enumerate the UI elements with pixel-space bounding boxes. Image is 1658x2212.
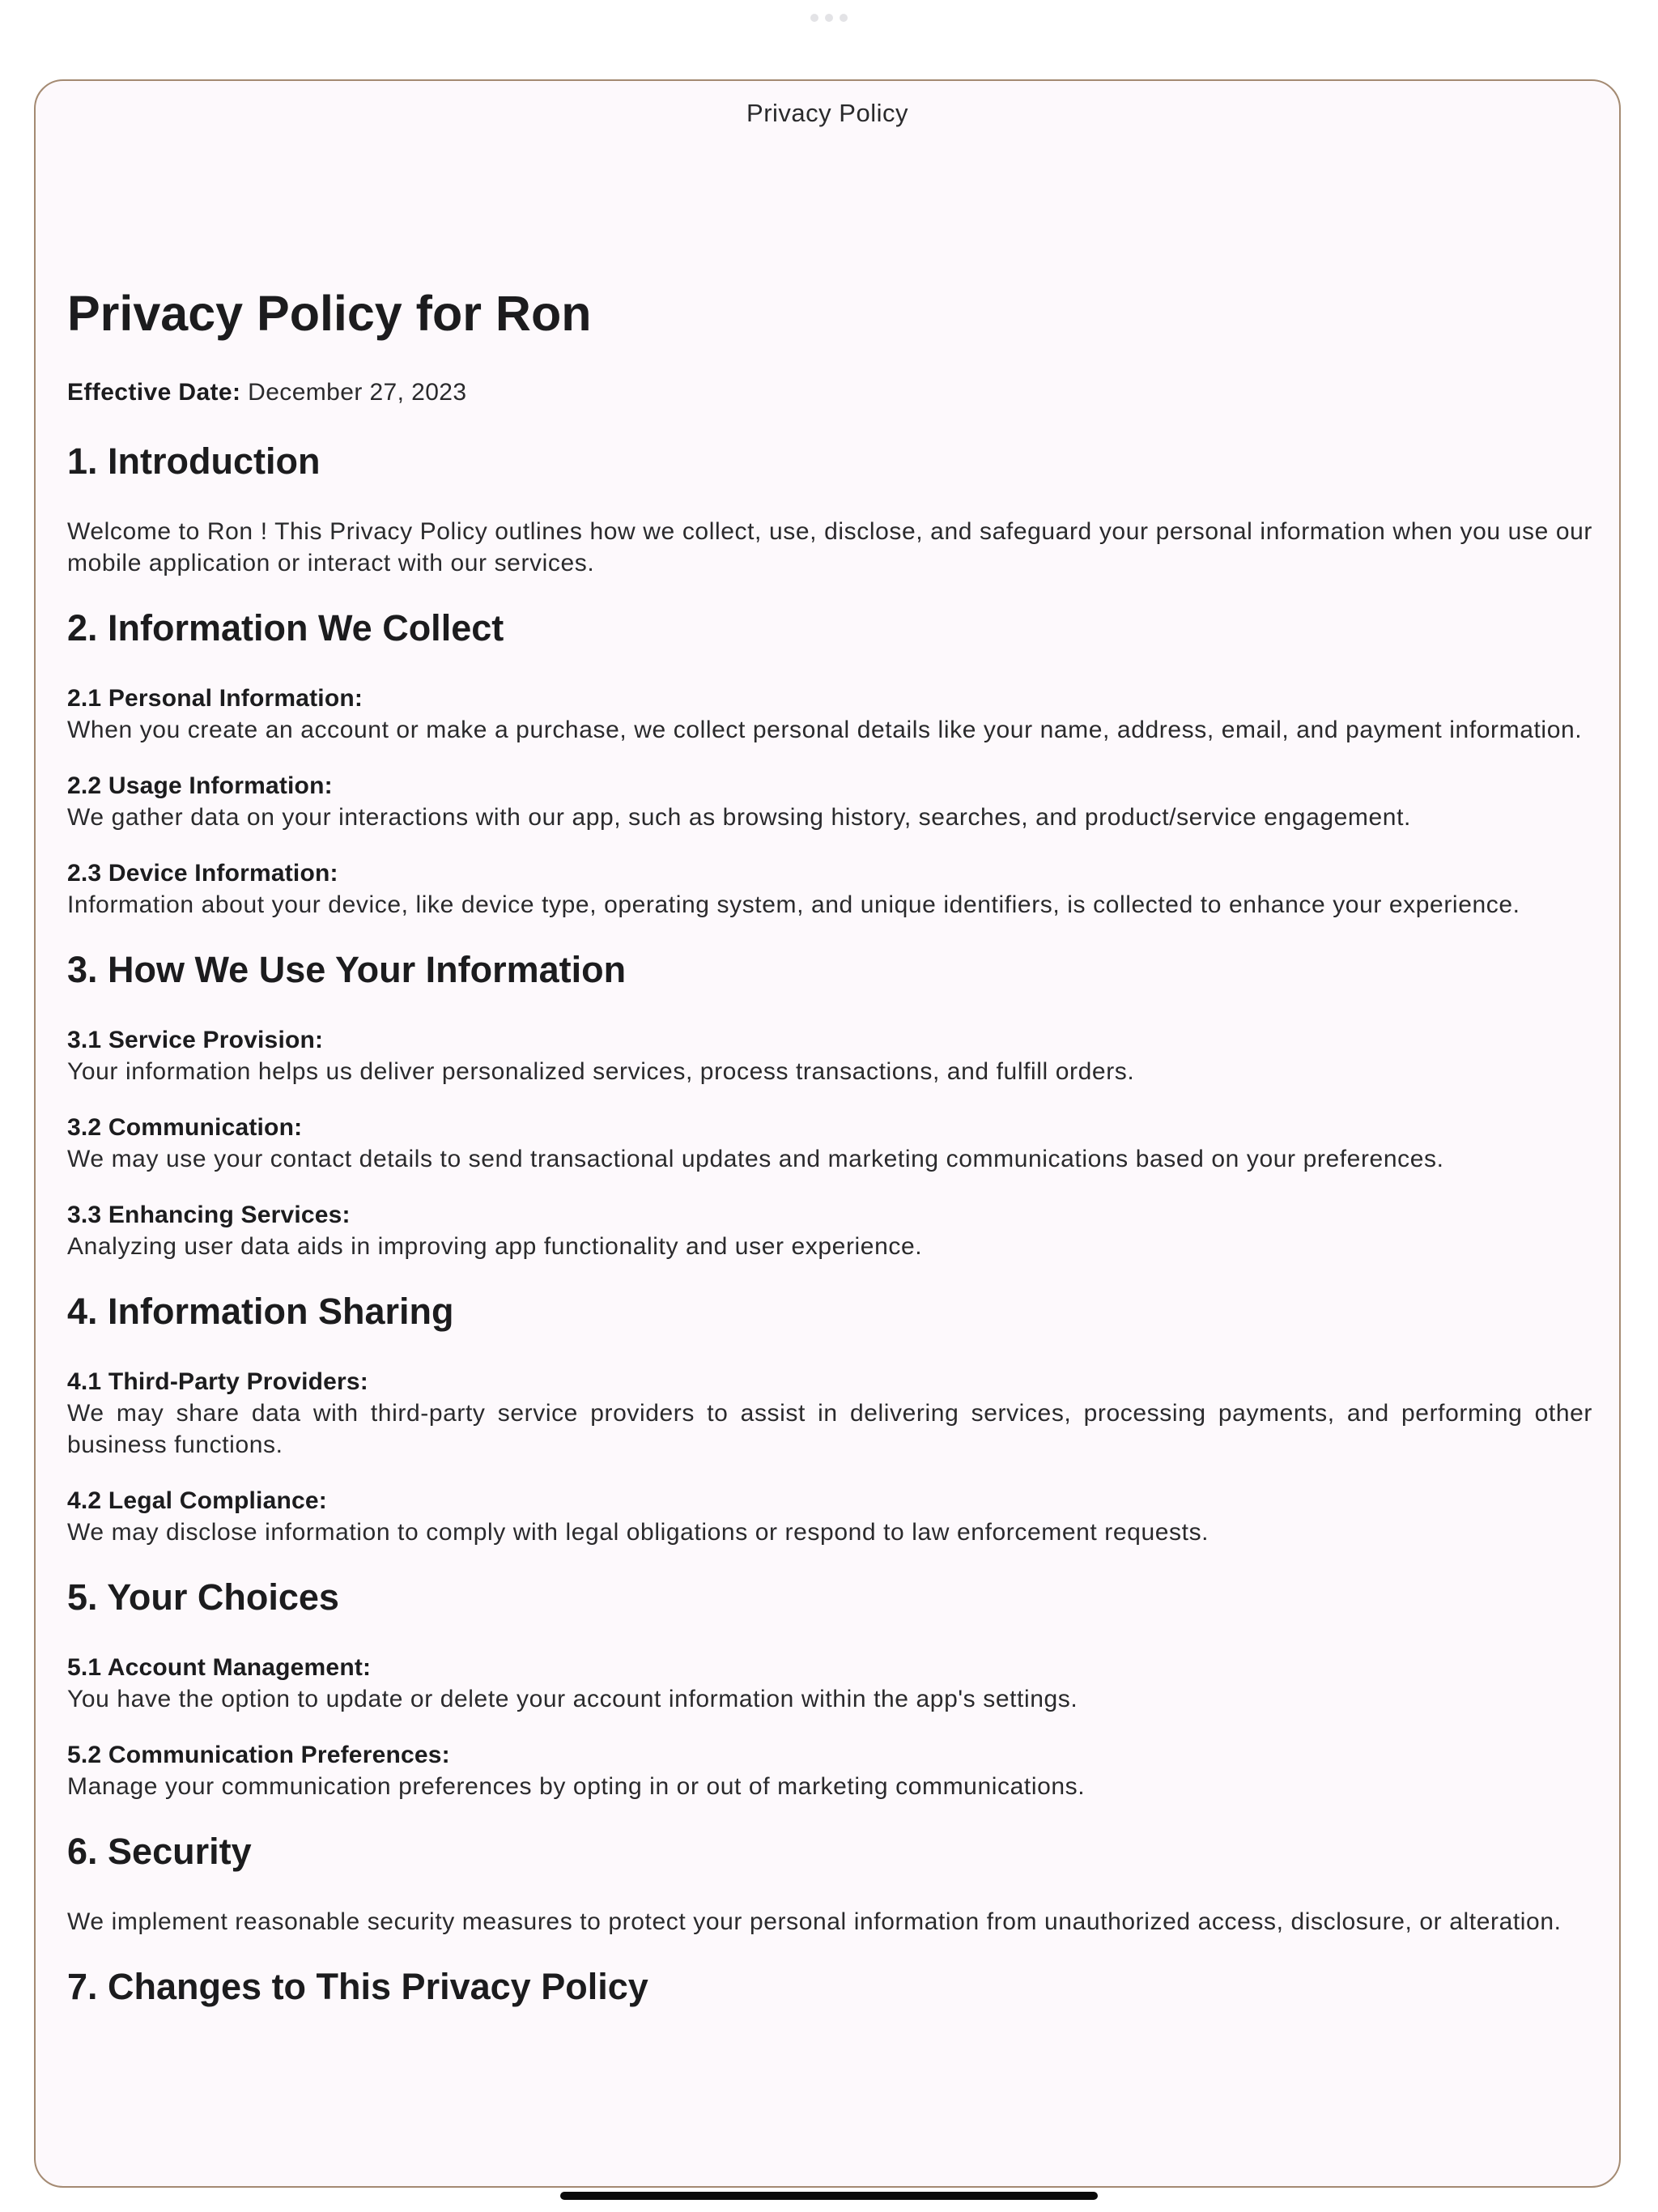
multitasking-dots-icon[interactable] <box>810 13 848 23</box>
subsection-communication <box>67 1112 1592 1175</box>
subsection-title: 5.1 Account Management: <box>67 1654 372 1681</box>
subsection-communication-preferences <box>67 1739 1592 1802</box>
subsection-title: 4.2 Legal Compliance: <box>67 1487 327 1514</box>
subsection-title: 5.2 Communication Preferences: <box>67 1742 450 1768</box>
section-heading-how-we-use: 3. How We Use Your Information <box>67 949 627 990</box>
section-heading-security: 6. Security <box>67 1831 252 1872</box>
subsection-personal-information <box>67 683 1592 746</box>
subsection-device-information <box>67 857 1592 921</box>
subsection-text: Information about your device, like device type, operating system, and unique identifiers, is collected to enhance your experience. <box>67 891 1520 918</box>
subsection-title: 3.2 Communication: <box>67 1114 303 1141</box>
dot-icon <box>810 14 818 22</box>
subsection-text: Analyzing user data aids in improving app functionality and user experience. <box>67 1233 923 1260</box>
policy-content[interactable] <box>67 279 1592 2041</box>
subsection-title: 4.1 Third-Party Providers: <box>67 1368 368 1395</box>
subsection-text: You have the option to update or delete your account information within the app's settings. <box>67 1686 1078 1712</box>
subsection-third-party-providers <box>67 1366 1592 1461</box>
subsection-usage-information <box>67 770 1592 833</box>
subsection-text: When you create an account or make a purchase, we collect personal details like your name, address, email, and payment information. <box>67 717 1583 743</box>
section-heading-information-we-collect: 2. Information We Collect <box>67 607 504 649</box>
subsection-enhancing-services <box>67 1199 1592 1262</box>
dot-icon <box>825 14 833 22</box>
dot-icon <box>840 14 848 22</box>
subsection-text: Manage your communication preferences by opting in or out of marketing communications. <box>67 1773 1086 1800</box>
subsection-text: We gather data on your interactions with our app, such as browsing history, searches, and product/service engagement. <box>67 804 1411 831</box>
subsection-legal-compliance <box>67 1485 1592 1548</box>
document-title: Privacy Policy for Ron <box>67 286 592 341</box>
subsection-text: Your information helps us deliver personalized services, process transactions, and fulfill orders. <box>67 1058 1135 1085</box>
section-heading-changes: 7. Changes to This Privacy Policy <box>67 1966 648 2007</box>
subsection-title: 3.3 Enhancing Services: <box>67 1202 351 1228</box>
subsection-text: We may share data with third-party service providers to assist in delivering services, processing payments, and performing other business functions. <box>67 1400 1592 1458</box>
subsection-text: We may use your contact details to send transactional updates and marketing communications based on your preferences. <box>67 1146 1444 1172</box>
privacy-policy-sheet <box>34 79 1621 2188</box>
subsection-title: 2.2 Usage Information: <box>67 772 333 799</box>
subsection-title: 2.3 Device Information: <box>67 860 338 887</box>
home-indicator[interactable] <box>560 2192 1098 2200</box>
subsection-account-management <box>67 1652 1592 1715</box>
introduction-paragraph: Welcome to Ron ! This Privacy Policy outlines how we collect, use, disclose, and safeguard your personal information when you use our mobile application or interact with our services. <box>67 518 1592 576</box>
effective-date <box>67 372 1592 414</box>
effective-date-value: December 27, 2023 <box>248 379 467 406</box>
security-paragraph: We implement reasonable security measures to protect your personal information from unauthorized access, disclosure, or alteration. <box>67 1908 1562 1935</box>
section-heading-your-choices: 5. Your Choices <box>67 1576 339 1618</box>
section-heading-introduction: 1. Introduction <box>67 440 321 482</box>
subsection-service-provision <box>67 1024 1592 1087</box>
sheet-title: Privacy Policy <box>746 99 908 127</box>
subsection-title: 2.1 Personal Information: <box>67 685 363 712</box>
subsection-text: We may disclose information to comply with legal obligations or respond to law enforcement requests. <box>67 1519 1209 1546</box>
subsection-title: 3.1 Service Provision: <box>67 1027 324 1053</box>
effective-date-label: Effective Date: <box>67 379 241 406</box>
section-heading-information-sharing: 4. Information Sharing <box>67 1291 454 1332</box>
